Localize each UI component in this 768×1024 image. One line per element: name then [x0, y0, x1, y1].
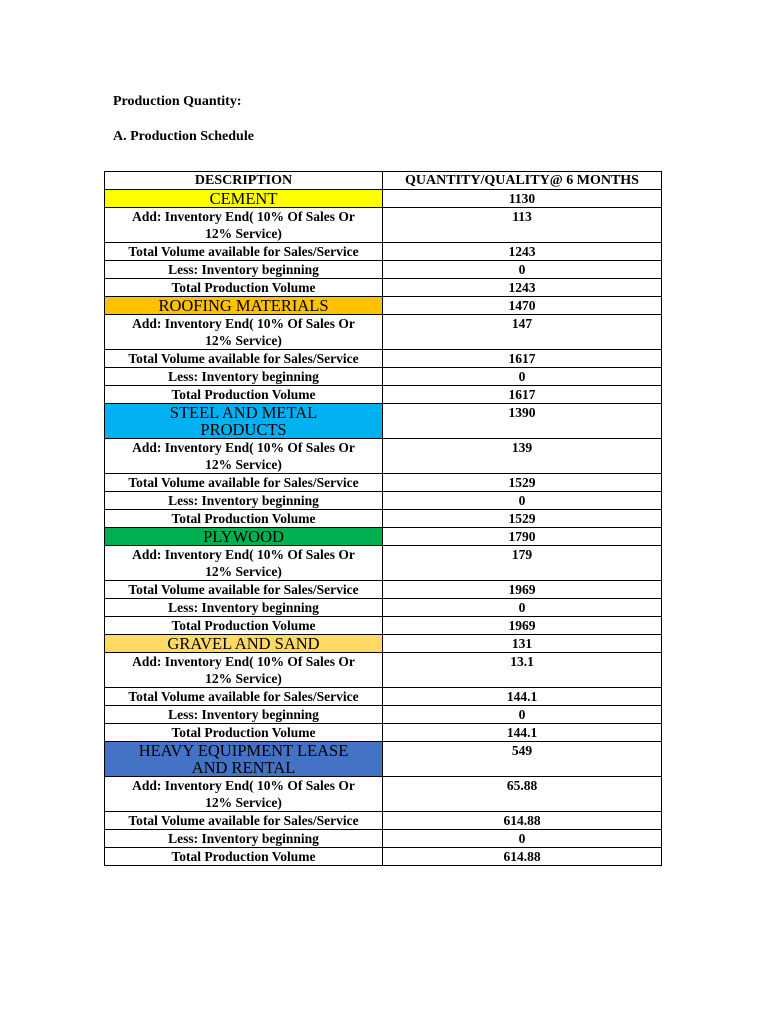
description-column-header: DESCRIPTION [105, 172, 383, 190]
less-inventory-label-cell: Less: Inventory beginning [105, 830, 383, 848]
total-available-value-cell: 614.88 [383, 812, 662, 830]
add-inventory-label-line2: 12% Service) [205, 333, 282, 348]
total-production-row [105, 386, 662, 404]
add-inventory-row [105, 439, 662, 474]
total-production-label-cell: Total Production Volume [105, 510, 383, 528]
category-name-line1: ROOFING MATERIALS [158, 296, 329, 315]
less-inventory-row [105, 706, 662, 724]
total-production-label-cell: Total Production Volume [105, 724, 383, 742]
add-inventory-label-line2: 12% Service) [205, 671, 282, 686]
category-name-line1: HEAVY EQUIPMENT LEASE [138, 741, 349, 760]
category-name-line1: GRAVEL AND SAND [167, 634, 320, 653]
total-available-label-cell: Total Volume available for Sales/Service [105, 812, 383, 830]
add-inventory-label-line1: Add: Inventory End( 10% Of Sales Or [132, 209, 355, 224]
add-inventory-label-line1: Add: Inventory End( 10% Of Sales Or [132, 316, 355, 331]
total-production-label-cell: Total Production Volume [105, 386, 383, 404]
less-inventory-label-cell: Less: Inventory beginning [105, 706, 383, 724]
total-production-value-cell: 614.88 [383, 848, 662, 866]
total-production-row [105, 617, 662, 635]
category-quantity-cell: 131 [383, 635, 662, 653]
less-inventory-value-cell: 0 [383, 599, 662, 617]
add-inventory-value-cell: 113 [383, 208, 662, 243]
total-available-row [105, 581, 662, 599]
add-inventory-label-cell [105, 208, 383, 243]
less-inventory-label-cell: Less: Inventory beginning [105, 261, 383, 279]
total-production-value-cell: 144.1 [383, 724, 662, 742]
less-inventory-label-cell: Less: Inventory beginning [105, 368, 383, 386]
add-inventory-row [105, 315, 662, 350]
total-available-value-cell: 1969 [383, 581, 662, 599]
add-inventory-label-cell [105, 546, 383, 581]
add-inventory-value-cell: 65.88 [383, 777, 662, 812]
category-name-line1: STEEL AND METAL [169, 403, 318, 422]
less-inventory-row [105, 368, 662, 386]
less-inventory-row [105, 830, 662, 848]
less-inventory-value-cell: 0 [383, 492, 662, 510]
add-inventory-label-line1: Add: Inventory End( 10% Of Sales Or [132, 654, 355, 669]
total-available-label-cell: Total Volume available for Sales/Service [105, 688, 383, 706]
total-available-row [105, 688, 662, 706]
category-name-cell [105, 635, 383, 653]
total-production-row [105, 510, 662, 528]
add-inventory-row [105, 546, 662, 581]
add-inventory-value-cell: 179 [383, 546, 662, 581]
add-inventory-row [105, 208, 662, 243]
add-inventory-label-line1: Add: Inventory End( 10% Of Sales Or [132, 547, 355, 562]
add-inventory-label-line2: 12% Service) [205, 564, 282, 579]
category-name-line2: PRODUCTS [200, 420, 287, 439]
total-available-value-cell: 144.1 [383, 688, 662, 706]
total-production-row [105, 848, 662, 866]
category-quantity-cell: 1470 [383, 297, 662, 315]
category-quantity-cell: 1390 [383, 404, 662, 439]
add-inventory-row [105, 777, 662, 812]
total-production-label-cell: Total Production Volume [105, 848, 383, 866]
category-row [105, 742, 662, 777]
total-available-value-cell: 1617 [383, 350, 662, 368]
production-schedule-heading: A. Production Schedule [113, 129, 254, 144]
add-inventory-label-cell [105, 777, 383, 812]
total-production-label-cell: Total Production Volume [105, 279, 383, 297]
table-body [105, 190, 662, 866]
category-name-cell [105, 190, 383, 208]
add-inventory-label-cell [105, 315, 383, 350]
category-row [105, 635, 662, 653]
category-name-cell [105, 404, 383, 439]
total-production-value-cell: 1617 [383, 386, 662, 404]
add-inventory-value-cell: 147 [383, 315, 662, 350]
category-name-cell [105, 297, 383, 315]
production-quantity-heading: Production Quantity: [113, 94, 242, 109]
less-inventory-value-cell: 0 [383, 261, 662, 279]
less-inventory-row [105, 599, 662, 617]
add-inventory-label-line1: Add: Inventory End( 10% Of Sales Or [132, 778, 355, 793]
category-row [105, 297, 662, 315]
total-available-row [105, 243, 662, 261]
total-available-value-cell: 1243 [383, 243, 662, 261]
less-inventory-value-cell: 0 [383, 368, 662, 386]
category-name-line1: CEMENT [209, 189, 278, 208]
table-header-row [105, 172, 662, 190]
less-inventory-row [105, 261, 662, 279]
quantity-column-header: QUANTITY/QUALITY@ 6 MONTHS [383, 172, 662, 190]
total-available-label-cell: Total Volume available for Sales/Service [105, 243, 383, 261]
category-quantity-cell: 549 [383, 742, 662, 777]
less-inventory-label-cell: Less: Inventory beginning [105, 599, 383, 617]
less-inventory-label-cell: Less: Inventory beginning [105, 492, 383, 510]
production-schedule-table [104, 171, 662, 866]
total-available-label-cell: Total Volume available for Sales/Service [105, 350, 383, 368]
add-inventory-label-cell [105, 653, 383, 688]
category-row [105, 404, 662, 439]
add-inventory-row [105, 653, 662, 688]
total-available-row [105, 812, 662, 830]
less-inventory-row [105, 492, 662, 510]
category-row [105, 190, 662, 208]
category-row [105, 528, 662, 546]
category-name-line2: AND RENTAL [191, 758, 296, 777]
total-production-value-cell: 1969 [383, 617, 662, 635]
total-available-row [105, 350, 662, 368]
category-name-cell [105, 742, 383, 777]
total-available-label-cell: Total Volume available for Sales/Service [105, 581, 383, 599]
add-inventory-value-cell: 139 [383, 439, 662, 474]
category-quantity-cell: 1130 [383, 190, 662, 208]
total-available-value-cell: 1529 [383, 474, 662, 492]
total-production-value-cell: 1243 [383, 279, 662, 297]
add-inventory-label-cell [105, 439, 383, 474]
add-inventory-label-line2: 12% Service) [205, 226, 282, 241]
add-inventory-label-line2: 12% Service) [205, 457, 282, 472]
total-production-value-cell: 1529 [383, 510, 662, 528]
category-name-cell [105, 528, 383, 546]
total-production-row [105, 724, 662, 742]
total-production-label-cell: Total Production Volume [105, 617, 383, 635]
less-inventory-value-cell: 0 [383, 706, 662, 724]
less-inventory-value-cell: 0 [383, 830, 662, 848]
total-available-label-cell: Total Volume available for Sales/Service [105, 474, 383, 492]
total-production-row [105, 279, 662, 297]
category-name-line1: PLYWOOD [203, 527, 284, 546]
add-inventory-label-line1: Add: Inventory End( 10% Of Sales Or [132, 440, 355, 455]
add-inventory-label-line2: 12% Service) [205, 795, 282, 810]
add-inventory-value-cell: 13.1 [383, 653, 662, 688]
total-available-row [105, 474, 662, 492]
category-quantity-cell: 1790 [383, 528, 662, 546]
